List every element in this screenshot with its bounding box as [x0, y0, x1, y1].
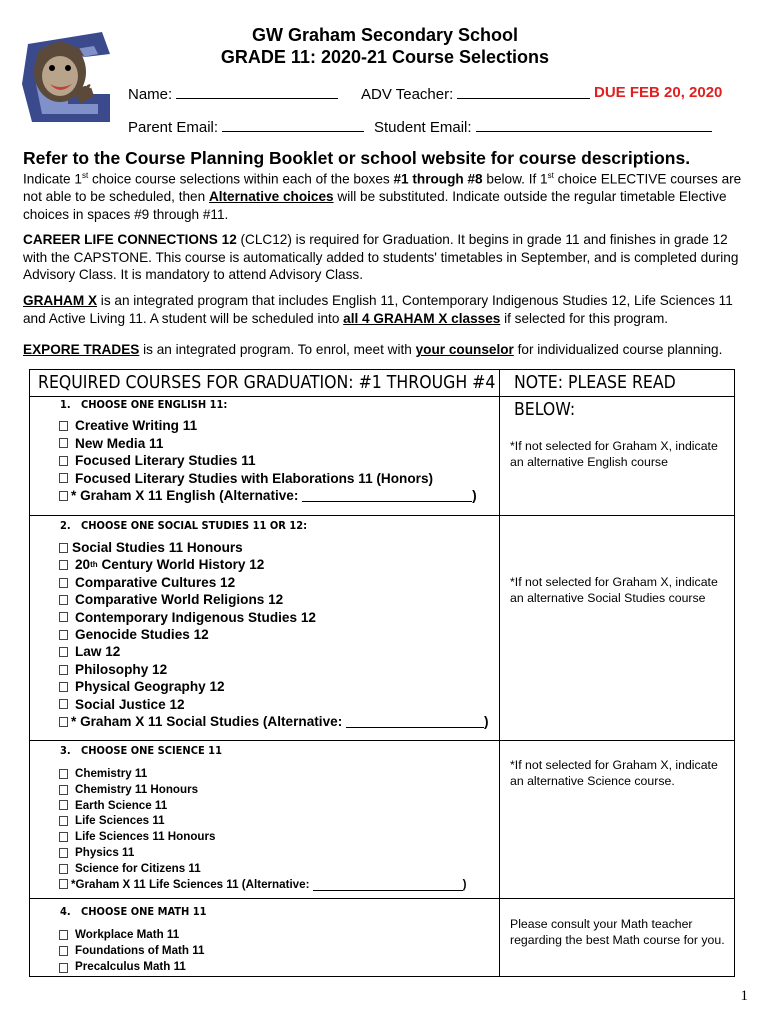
- checkbox[interactable]: [59, 438, 68, 448]
- checkbox[interactable]: [59, 560, 68, 570]
- clc-paragraph: CAREER LIFE CONNECTIONS 12 (CLC12) is required for Graduation. It begins in grade 11 and finishes in grade 12 with the CAPSTONE. This course is automatically added to students' timetables in September, and is completed during Advisory Class. It is mandatory to attend Advisory Class.: [23, 232, 739, 282]
- checkbox[interactable]: [59, 456, 68, 466]
- checkbox[interactable]: [59, 595, 68, 605]
- checkbox[interactable]: [59, 612, 68, 622]
- checkbox[interactable]: [59, 864, 68, 874]
- required-courses-header: REQUIRED COURSES FOR GRADUATION: #1 THROUGH #4: [38, 373, 496, 393]
- intro-paragraph: Indicate 1st choice course selections within each of the boxes #1 through #8 below. If 1st choice ELECTIVE courses are not able to be scheduled, then Alternative choices will be substituted. Indicate outside the regular timetable Elective choices in spaces #9 through #11.: [23, 171, 742, 222]
- course-selection-table: [29, 369, 735, 977]
- intro-heading: Refer to the Course Planning Booklet or school website for course descriptions.: [23, 148, 691, 168]
- english-note: *If not selected for Graham X, indicate an alternative English course: [510, 439, 718, 469]
- checkbox[interactable]: [59, 832, 68, 842]
- science-option-life-sciences-honours[interactable]: Life Sciences 11 Honours: [59, 829, 467, 845]
- english-option-focused-literary[interactable]: Focused Literary Studies 11: [59, 452, 477, 470]
- checkbox[interactable]: [59, 491, 68, 501]
- adv-teacher-blank[interactable]: [457, 84, 590, 99]
- school-name: GW Graham Secondary School: [251, 25, 519, 45]
- checkbox[interactable]: [59, 717, 68, 727]
- student-email-label: Student Email:: [374, 119, 472, 136]
- section-math-title: 4. CHOOSE ONE MATH 11: [60, 905, 207, 918]
- ss-option-philosophy[interactable]: Philosophy 12: [59, 661, 489, 678]
- student-email-blank[interactable]: [476, 117, 712, 132]
- checkbox[interactable]: [59, 699, 68, 709]
- science-option-chemistry[interactable]: Chemistry 11: [59, 766, 467, 782]
- checkbox[interactable]: [59, 421, 68, 431]
- due-date: DUE FEB 20, 2020: [594, 84, 723, 101]
- checkbox[interactable]: [59, 946, 68, 956]
- column-divider: [499, 370, 500, 976]
- ss-option-genocide-studies[interactable]: Genocide Studies 12: [59, 626, 489, 643]
- section-divider: [30, 898, 734, 899]
- checkbox[interactable]: [59, 543, 68, 553]
- checkbox[interactable]: [59, 630, 68, 640]
- english-option-new-media[interactable]: New Media 11: [59, 435, 477, 453]
- section-divider: [30, 515, 734, 516]
- ss-option-indigenous-studies[interactable]: Contemporary Indigenous Studies 12: [59, 609, 489, 626]
- science-option-earth-science[interactable]: Earth Science 11: [59, 798, 467, 814]
- name-field[interactable]: [128, 84, 338, 103]
- science-option-life-sciences[interactable]: Life Sciences 11: [59, 813, 467, 829]
- ss-option-comparative-cultures[interactable]: Comparative Cultures 12: [59, 574, 489, 591]
- section-divider: [30, 740, 734, 741]
- english-option-graham-x[interactable]: * Graham X 11 English (Alternative: ): [59, 487, 477, 505]
- math-option-precalculus[interactable]: Precalculus Math 11: [59, 959, 204, 975]
- student-email-field[interactable]: [374, 117, 712, 136]
- note-header: NOTE: PLEASE READ BELOW:: [514, 373, 676, 420]
- parent-email-field[interactable]: [128, 117, 364, 136]
- checkbox[interactable]: [59, 816, 68, 826]
- adv-teacher-field[interactable]: [361, 84, 590, 103]
- page-number: 1: [740, 988, 748, 1004]
- checkbox[interactable]: [59, 578, 68, 588]
- section-english-title: 1. CHOOSE ONE ENGLISH 11:: [60, 398, 228, 411]
- checkbox[interactable]: [59, 930, 68, 940]
- science-option-chemistry-honours[interactable]: Chemistry 11 Honours: [59, 782, 467, 798]
- science-note: *If not selected for Graham X, indicate an alternative Science course.: [510, 758, 718, 788]
- section-social-studies-title: 2. CHOOSE ONE SOCIAL STUDIES 11 OR 12:: [60, 519, 308, 532]
- name-label: Name:: [128, 86, 173, 103]
- ss-option-graham-x[interactable]: * Graham X 11 Social Studies (Alternative: ): [59, 713, 489, 730]
- checkbox[interactable]: [59, 769, 68, 779]
- science-option-science-for-citizens[interactable]: Science for Citizens 11: [59, 861, 467, 877]
- ss-alternative-blank[interactable]: [346, 715, 484, 728]
- english-option-focused-literary-honors[interactable]: Focused Literary Studies with Elaborations 11 (Honors): [59, 470, 477, 488]
- checkbox[interactable]: [59, 963, 68, 973]
- science-alternative-blank[interactable]: [313, 878, 463, 891]
- english-alternative-blank[interactable]: [302, 489, 472, 502]
- science-option-physics[interactable]: Physics 11: [59, 845, 467, 861]
- parent-email-label: Parent Email:: [128, 119, 219, 136]
- ss-option-social-justice[interactable]: Social Justice 12: [59, 696, 489, 713]
- math-note: Please consult your Math teacher regarding the best Math course for you.: [510, 917, 725, 947]
- checkbox[interactable]: [59, 473, 68, 483]
- math-option-foundations[interactable]: Foundations of Math 11: [59, 943, 204, 959]
- parent-email-blank[interactable]: [222, 117, 364, 132]
- english-options: [59, 417, 477, 505]
- checkbox[interactable]: [59, 785, 68, 795]
- checkbox[interactable]: [59, 647, 68, 657]
- header-divider: [30, 396, 734, 397]
- ss-option-physical-geography[interactable]: Physical Geography 12: [59, 678, 489, 695]
- section-science-title: 3. CHOOSE ONE SCIENCE 11: [60, 744, 222, 757]
- ss-option-world-history[interactable]: 20 th Century World History 12: [59, 556, 489, 573]
- science-options: [59, 766, 467, 892]
- math-options: [59, 927, 204, 976]
- ss-option-law[interactable]: Law 12: [59, 643, 489, 660]
- math-option-workplace[interactable]: Workplace Math 11: [59, 927, 204, 943]
- english-option-creative-writing[interactable]: Creative Writing 11: [59, 417, 477, 435]
- checkbox[interactable]: [59, 682, 68, 692]
- science-option-graham-x[interactable]: *Graham X 11 Life Sciences 11 (Alternative: ): [59, 877, 467, 893]
- checkbox[interactable]: [59, 665, 68, 675]
- social-studies-note: *If not selected for Graham X, indicate an alternative Social Studies course: [510, 575, 718, 605]
- adv-teacher-label: ADV Teacher:: [361, 86, 454, 103]
- graham-x-paragraph: GRAHAM X is an integrated program that includes English 11, Contemporary Indigenous Studies 12, Life Sciences 11 and Active Living 11. A student will be scheduled into all 4 GRAHAM X classes if selected for this program.: [23, 293, 733, 326]
- checkbox[interactable]: [59, 800, 68, 810]
- ss-option-ss11-honours[interactable]: Social Studies 11 Honours: [59, 539, 489, 556]
- social-studies-options: [59, 539, 489, 730]
- ss-option-comparative-religions[interactable]: Comparative World Religions 12: [59, 591, 489, 608]
- checkbox[interactable]: [59, 879, 68, 889]
- checkbox[interactable]: [59, 848, 68, 858]
- explore-trades-paragraph: EXPORE TRADES is an integrated program. To enrol, meet with your counselor for individualized course planning.: [23, 342, 723, 357]
- page-title: GRADE 11: 2020-21 Course Selections: [220, 47, 550, 67]
- name-blank[interactable]: [176, 84, 338, 99]
